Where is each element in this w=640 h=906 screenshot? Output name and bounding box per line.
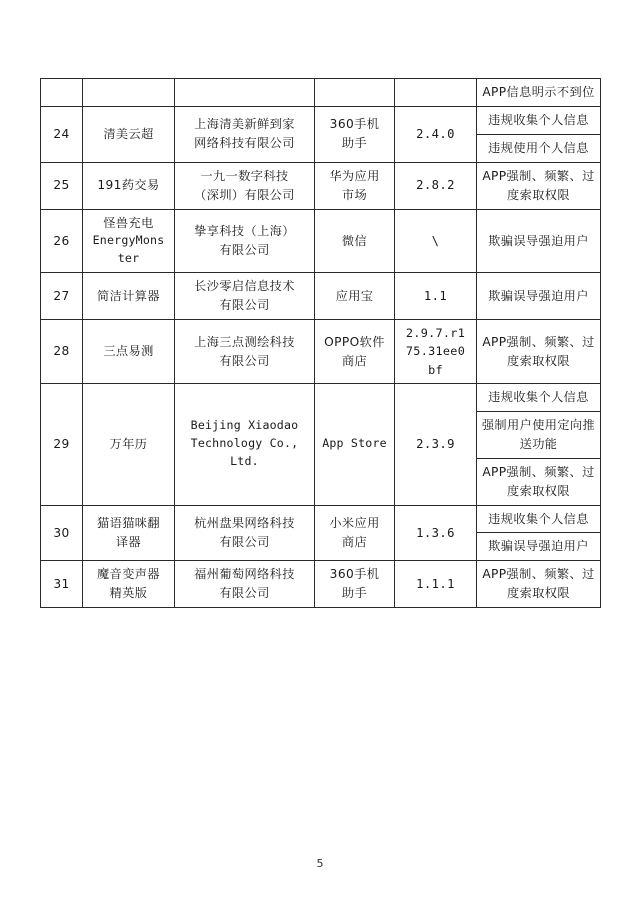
cell-issue: 欺骗误导强迫用户	[477, 209, 601, 273]
table-row	[41, 209, 601, 273]
cell-issue: 强制用户使用定向推送功能	[477, 411, 601, 458]
table-row	[41, 320, 601, 384]
cell-issue: 违规收集个人信息	[477, 505, 601, 533]
cell-issue: 欺骗误导强迫用户	[477, 533, 601, 561]
cell-index: 25	[41, 162, 83, 209]
cell-version: 2.4.0	[395, 106, 477, 162]
cell-store: App Store	[315, 384, 395, 506]
cell-app-name: 怪兽充电 EnergyMons ter	[83, 209, 175, 273]
cell-developer: 上海三点测绘科技 有限公司	[175, 320, 315, 384]
cell-app-name: 191药交易	[83, 162, 175, 209]
cell-issue: 违规收集个人信息	[477, 384, 601, 412]
page-number: 5	[316, 857, 324, 870]
cell-index: 30	[41, 505, 83, 561]
cell-index	[41, 79, 83, 107]
cell-version: 2.9.7.r1 75.31ee0 bf	[395, 320, 477, 384]
cell-store: 360手机 助手	[315, 561, 395, 608]
cell-version	[395, 79, 477, 107]
cell-app-name: 三点易测	[83, 320, 175, 384]
cell-developer: 福州葡萄网络科技 有限公司	[175, 561, 315, 608]
cell-issue: APP强制、频繁、过 度索取权限	[477, 162, 601, 209]
cell-app-name: 清美云超	[83, 106, 175, 162]
cell-index: 28	[41, 320, 83, 384]
cell-developer: 挚享科技（上海） 有限公司	[175, 209, 315, 273]
cell-version: \	[395, 209, 477, 273]
cell-index: 26	[41, 209, 83, 273]
cell-developer: 上海清美新鲜到家 网络科技有限公司	[175, 106, 315, 162]
table-row	[41, 384, 601, 412]
table-row	[41, 106, 601, 134]
table-row	[41, 561, 601, 608]
cell-version: 1.3.6	[395, 505, 477, 561]
cell-index: 29	[41, 384, 83, 506]
cell-store	[315, 79, 395, 107]
cell-app-name: 魔音变声器 精英版	[83, 561, 175, 608]
cell-app-name: 万年历	[83, 384, 175, 506]
cell-index: 31	[41, 561, 83, 608]
cell-version: 1.1	[395, 273, 477, 320]
cell-developer: 长沙零启信息技术 有限公司	[175, 273, 315, 320]
cell-store: 华为应用 市场	[315, 162, 395, 209]
app-violations-table	[40, 78, 601, 608]
cell-issue: 欺骗误导强迫用户	[477, 273, 601, 320]
cell-issue: APP强制、频繁、过 度索取权限	[477, 561, 601, 608]
cell-index: 24	[41, 106, 83, 162]
cell-issue: APP强制、频繁、过 度索取权限	[477, 320, 601, 384]
cell-issue: APP强制、频繁、过度索取权限	[477, 458, 601, 505]
cell-store: 应用宝	[315, 273, 395, 320]
cell-developer	[175, 79, 315, 107]
cell-store: 360手机 助手	[315, 106, 395, 162]
cell-store: 微信	[315, 209, 395, 273]
cell-version: 1.1.1	[395, 561, 477, 608]
cell-developer: Beijing Xiaodao Technology Co., Ltd.	[175, 384, 315, 506]
table-row	[41, 273, 601, 320]
cell-issue: APP信息明示不到位	[477, 79, 601, 107]
cell-store: 小米应用 商店	[315, 505, 395, 561]
cell-app-name	[83, 79, 175, 107]
cell-version: 2.8.2	[395, 162, 477, 209]
cell-store: OPPO软件 商店	[315, 320, 395, 384]
cell-developer: 杭州盘果网络科技 有限公司	[175, 505, 315, 561]
cell-app-name: 猫语猫咪翻 译器	[83, 505, 175, 561]
table-row	[41, 505, 601, 533]
table-row	[41, 79, 601, 107]
cell-index: 27	[41, 273, 83, 320]
cell-app-name: 简洁计算器	[83, 273, 175, 320]
cell-issue: 违规使用个人信息	[477, 134, 601, 162]
cell-issue: 违规收集个人信息	[477, 106, 601, 134]
table-row	[41, 162, 601, 209]
cell-developer: 一九一数字科技 （深圳）有限公司	[175, 162, 315, 209]
cell-version: 2.3.9	[395, 384, 477, 506]
